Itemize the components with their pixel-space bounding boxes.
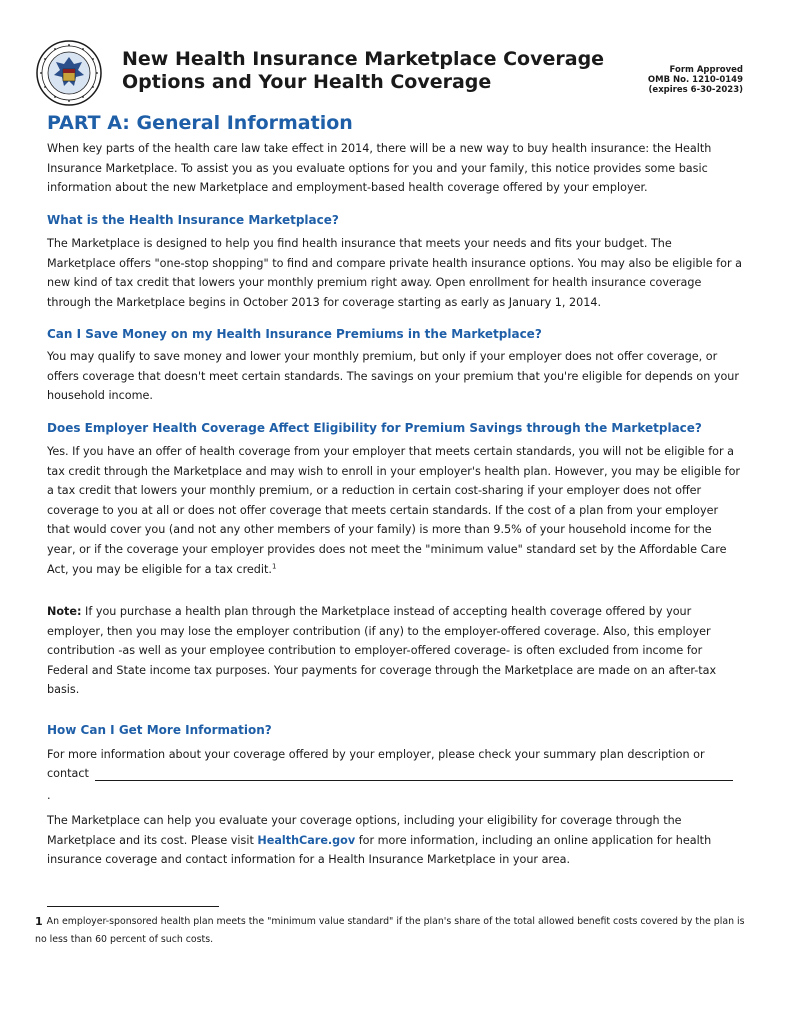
form-approval-block [648, 65, 743, 95]
footnote [35, 913, 745, 949]
employer-coverage-text: Yes. If you have an offer of health coverage from your employer that meets certain standards, you will not be eligible for a tax credit through the Marketplace and may wish to enroll in your employer's health plan. However, you may be eligible for a tax credit that lowers your monthly premium, or a reduction in certain cost-sharing if your employer does not offer coverage to you at all or does not offer coverage that meets certain standards. If the cost of a plan from your employer that would cover you (and not any other members of your family) is more than 9.5% of your household income for the year, or if the coverage your employer provides does not meet the "minimum value" standard set by the Affordable Care Act, you may be eligible for a tax credit. [47, 445, 741, 576]
section-text-employer-coverage [47, 442, 743, 579]
healthcare-gov-link[interactable]: HealthCare.gov [257, 833, 356, 847]
contact-label: contact [47, 767, 89, 780]
form-approved-label: Form Approved [669, 65, 743, 75]
department-of-labor-seal-icon [36, 40, 102, 106]
note-paragraph [47, 602, 743, 700]
expiration-date: (expires 6-30-2023) [648, 85, 743, 95]
marketplace-text-before: The Marketplace can help you evaluate your coverage options, including your eligibility for coverage through the Marketplace and its cost. Please visit [47, 814, 682, 847]
contact-fill-line[interactable] [95, 780, 733, 781]
document-title [122, 48, 605, 94]
title-line-1: New Health Insurance Marketplace Coverage [122, 48, 605, 70]
section-text-marketplace: The Marketplace is designed to help you find health insurance that meets your needs and fits your budget. The Marketplace offers "one-stop shopping" to find and compare private health insurance options. You may also be eligible for a new kind of tax credit that lowers your monthly premium right away. Open enrollment for health insurance coverage through the Marketplace begins in October 2013 for coverage starting as early as January 1, 2014. [47, 237, 742, 309]
title-line-2: Options and Your Health Coverage [122, 71, 492, 93]
marketplace-text-after: for more information, including an online application for health insurance coverage and contact information for a Health Insurance Marketplace in your area. [47, 833, 712, 867]
footnote-divider [47, 906, 219, 907]
more-info-text: For more information about your coverage offered by your employer, please check your summary plan description or [47, 748, 705, 761]
section-text-save-money: You may qualify to save money and lower your monthly premium, but only if your employer does not offer coverage, or offers coverage that doesn't meet certain standards. The savings on your premium that you're eligible for depends on your household income. [47, 350, 739, 403]
contact-period: . [47, 789, 51, 802]
intro-paragraph: When key parts of the health care law take effect in 2014, there will be a new way to buy health insurance: the Health Insurance Marketplace. To assist you as you evaluate options for you and your family, this notice provides some basic information about the new Marketplace and employment-based health coverage offered by your employer. [47, 142, 712, 195]
section-heading-save-money: Can I Save Money on my Health Insurance Premiums in the Marketplace? [47, 327, 542, 341]
footnote-number: 1 [35, 915, 43, 928]
footnote-text: An employer-sponsored health plan meets the "minimum value standard" if the plan's share of the total allowed benefit costs covered by the plan is no less than 60 percent of such costs. [35, 916, 745, 945]
footnote-reference: 1 [271, 561, 277, 570]
marketplace-help-paragraph [47, 811, 743, 870]
contact-row [47, 767, 733, 785]
section-heading-more-info: How Can I Get More Information? [47, 723, 272, 737]
section-heading-marketplace: What is the Health Insurance Marketplace? [47, 213, 339, 227]
omb-number: OMB No. 1210-0149 [647, 75, 743, 85]
note-text: If you purchase a health plan through the Marketplace instead of accepting health coverage offered by your employer, then you may lose the employer contribution (if any) to the employer-offered coverage. Also, this employer contribution -as well as your employee contribution to employer-offered coverage- is often excluded from income for Federal and State income tax purposes. Your payments for coverage through the Marketplace are made on an after-tax basis. [47, 605, 717, 697]
section-heading-employer-coverage: Does Employer Health Coverage Affect Eligibility for Premium Savings through the Marketplace? [47, 421, 702, 435]
part-a-title: PART A: General Information [47, 112, 353, 134]
note-label: Note: [47, 605, 82, 618]
